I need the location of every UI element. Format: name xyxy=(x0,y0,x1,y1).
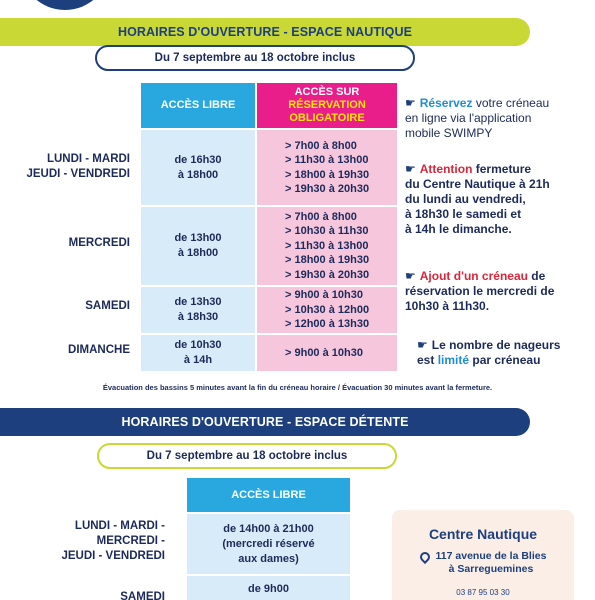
libre-line: de 13h30 xyxy=(174,296,222,308)
nautique-row1-day xyxy=(20,152,130,182)
address-line: à Sarreguemines xyxy=(448,563,534,575)
note-highlight: Réservez xyxy=(419,96,473,110)
nautique-banner-title: HORAIRES D'OUVERTURE - ESPACE NAUTIQUE xyxy=(117,25,413,39)
note-text: de xyxy=(527,269,546,283)
slot-item: > 18h00 à 19h30 xyxy=(285,254,370,267)
note-text: fermeture xyxy=(472,162,532,176)
libre-line: de 16h30 xyxy=(174,153,222,166)
nautique-banner xyxy=(0,18,530,46)
note-text: est xyxy=(417,353,438,367)
note-ajout-creneau xyxy=(405,269,595,314)
note-text: à 18h30 le samedi et xyxy=(405,207,522,221)
note-text: en ligne via l'application xyxy=(405,111,532,125)
header-libre-label: ACCÈS LIBRE xyxy=(160,99,236,111)
header-libre-label: ACCÈS LIBRE xyxy=(231,488,306,501)
slot-item: > 10h30 à 11h30 xyxy=(285,225,369,238)
note-reservation xyxy=(405,96,595,141)
note-highlight: Ajout d'un créneau xyxy=(419,269,528,283)
libre-line: (mercredi réservé xyxy=(222,537,315,550)
slot-item: > 19h30 à 20h30 xyxy=(285,183,370,195)
nautique-row2-slots xyxy=(257,207,397,285)
libre-line: à 18h00 xyxy=(177,168,219,181)
nautique-row3-libre xyxy=(141,287,255,333)
libre-line: de 9h00 xyxy=(248,583,289,595)
centre-nautique-card xyxy=(392,510,574,600)
nautique-header-libre xyxy=(141,83,255,128)
day-line: SAMEDI xyxy=(120,591,165,600)
day-line: LUNDI - MARDI xyxy=(46,153,130,165)
day-line: JEUDI - VENDREDI xyxy=(26,168,130,180)
note-text: votre créneau xyxy=(472,96,550,110)
note-highlight: limité xyxy=(437,353,470,367)
slot-item: > 18h00 à 19h30 xyxy=(285,168,370,181)
nautique-row2-libre xyxy=(141,207,255,285)
header-resa-line2: RÉSERVATION xyxy=(288,99,366,111)
detente-row2-day xyxy=(20,590,165,600)
libre-line: à 14h xyxy=(183,354,213,366)
detente-period-text: Du 7 septembre au 18 octobre inclus xyxy=(146,450,348,462)
slot-item: > 11h30 à 13h00 xyxy=(285,239,369,252)
day-line: SAMEDI xyxy=(85,300,130,312)
slot-item: > 19h30 à 20h30 xyxy=(285,268,370,281)
slot-item: > 7h00 à 8h00 xyxy=(285,139,357,152)
note-nombre-nageurs xyxy=(405,338,595,368)
nautique-row2-day xyxy=(20,236,130,251)
slot-item: > 9h00 à 10h30 xyxy=(285,289,363,302)
libre-line: à 18h30 xyxy=(177,311,219,323)
day-line: MERCREDI xyxy=(68,237,130,249)
pointing-hand-icon: ☛ xyxy=(405,269,416,283)
note-fermeture xyxy=(405,162,595,237)
note-text: à 14h le dimanche. xyxy=(405,222,512,236)
address-line: 117 avenue de la Blies xyxy=(435,550,547,562)
note-text: par créneau xyxy=(469,353,541,367)
note-text: 10h30 à 11h30. xyxy=(405,299,490,313)
evacuation-note: Évacuation des bassins 5 minutes avant la fin du créneau horaire / Évacuation 30 minutes avant la fermeture. xyxy=(102,383,493,392)
card-address xyxy=(392,550,574,576)
slot-item: > 9h00 à 10h30 xyxy=(285,346,363,359)
detente-header-libre xyxy=(187,478,350,512)
day-line: DIMANCHE xyxy=(68,344,130,356)
note-text: réservation le mercredi de xyxy=(405,284,555,298)
card-title: Centre Nautique xyxy=(428,526,538,542)
day-line: LUNDI - MARDI - xyxy=(74,520,165,532)
libre-line: de 14h00 à 21h00 xyxy=(223,522,314,535)
nautique-row4-slots xyxy=(257,335,397,371)
header-resa-line3: OBLIGATOIRE xyxy=(289,112,365,124)
pointing-hand-icon: ☛ xyxy=(417,338,428,352)
nautique-row1-libre xyxy=(141,130,255,205)
nautique-row4-day xyxy=(20,343,130,358)
libre-line: à 18h00 xyxy=(177,247,219,259)
detente-row1-day xyxy=(20,519,165,564)
slot-item: > 11h30 à 13h00 xyxy=(285,154,369,166)
day-line: MERCREDI - xyxy=(96,535,165,547)
nautique-row3-day xyxy=(20,299,130,314)
nautique-header-resa xyxy=(257,83,397,128)
nautique-row1-slots xyxy=(257,130,397,205)
nautique-period xyxy=(95,45,415,71)
pointing-hand-icon: ☛ xyxy=(405,162,416,176)
detente-row1-libre xyxy=(187,514,350,574)
detente-banner xyxy=(0,408,530,436)
detente-row2-libre xyxy=(187,576,350,600)
slot-item: > 12h00 à 13h30 xyxy=(285,318,370,331)
detente-period xyxy=(97,443,397,469)
slot-item: > 10h30 à 12h00 xyxy=(285,303,370,316)
note-highlight: Attention xyxy=(419,162,473,176)
note-text: Le nombre de nageurs xyxy=(431,338,561,352)
header-resa-line1: ACCÈS SUR xyxy=(294,86,360,98)
nautique-period-text: Du 7 septembre au 18 octobre inclus xyxy=(154,52,356,64)
note-text: mobile SWIMPY xyxy=(405,126,493,140)
detente-banner-title: HORAIRES D'OUVERTURE - ESPACE DÉTENTE xyxy=(121,415,409,429)
note-text: du lundi au vendredi, xyxy=(405,192,526,206)
slot-item: > 7h00 à 8h00 xyxy=(285,210,357,223)
card-phone: 03 87 95 03 30 xyxy=(456,588,510,597)
nautique-row3-slots xyxy=(257,287,397,333)
libre-line: aux dames) xyxy=(238,552,299,565)
libre-line: de 10h30 xyxy=(174,339,222,351)
pointing-hand-icon: ☛ xyxy=(405,96,416,110)
top-decoration xyxy=(20,0,110,10)
nautique-row4-libre xyxy=(141,335,255,371)
libre-line: de 13h00 xyxy=(174,232,222,244)
day-line: JEUDI - VENDREDI xyxy=(61,550,165,562)
location-pin-icon xyxy=(417,550,431,564)
note-text: du Centre Nautique à 21h xyxy=(405,177,550,191)
